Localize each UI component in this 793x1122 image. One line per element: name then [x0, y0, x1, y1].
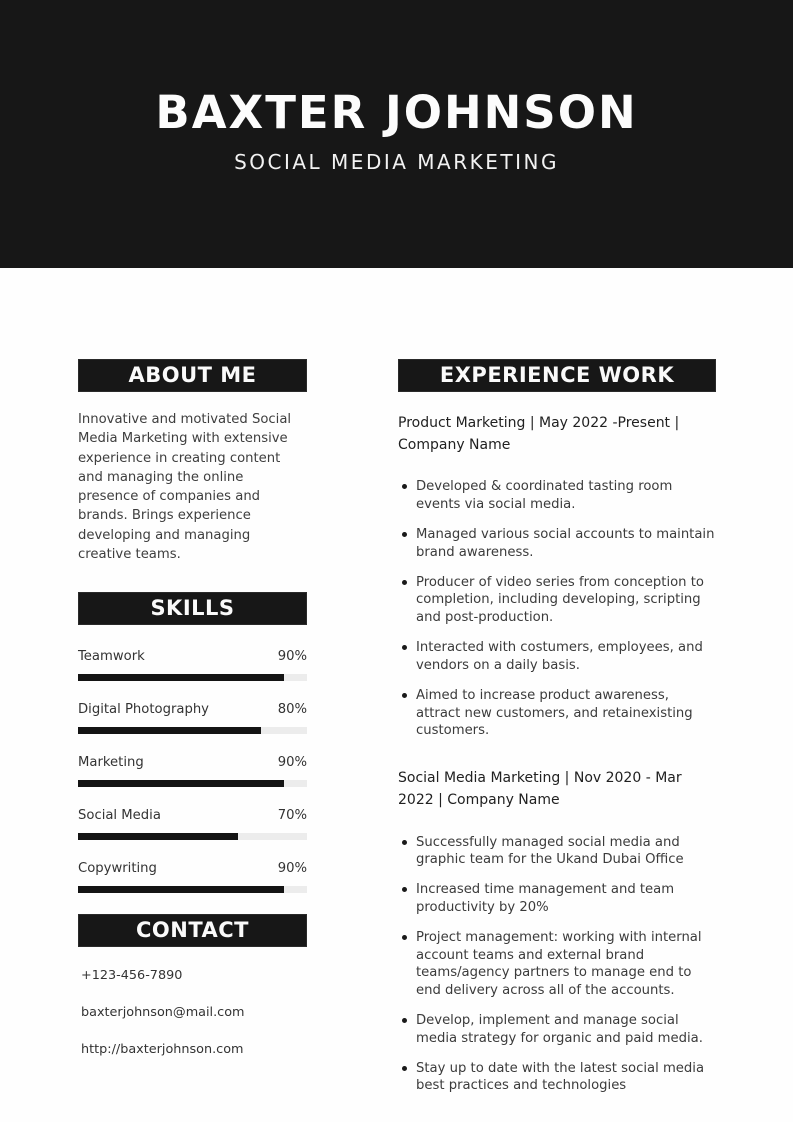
person-name: BAXTER JOHNSON [155, 86, 638, 139]
bullet-text: Increased time management and team productivity by 20% [416, 882, 675, 915]
job-bullet-list [398, 478, 716, 740]
skill-item [78, 649, 307, 681]
skill-bar-fill [78, 780, 284, 787]
skill-item [78, 702, 307, 734]
job-bullet [398, 1060, 716, 1096]
about-text: Innovative and motivated Social Media Marketing with extensive experience in creating content and managing the online presence of companies and brands. Brings experience developing and managing creative teams. [78, 412, 292, 562]
contact-list [78, 968, 307, 1058]
bullet-text: Stay up to date with the latest social media best practices and technologies [416, 1060, 705, 1094]
skill-bar-track [78, 833, 307, 840]
job-bullet [398, 834, 716, 870]
skill-row [78, 808, 307, 823]
skill-percent: 80% [277, 702, 307, 718]
bullet-text: Aimed to increase product awareness, attract new customers, and retainexisting customers. [416, 687, 693, 739]
job-bullet [398, 639, 716, 675]
person-title: SOCIAL MEDIA MARKETING [234, 149, 559, 174]
bullet-dot-icon [402, 645, 407, 650]
bullet-text: Develop, implement and manage social media strategy for organic and paid media. [416, 1013, 703, 1046]
bullet-text: Interacted with costumers, employees, and vendors on a daily basis. [416, 640, 703, 673]
skill-label: Digital Photography [78, 702, 209, 718]
contact-item: http://baxterjohnson.com [81, 1042, 244, 1058]
skill-percent: 70% [277, 808, 307, 824]
skill-row [78, 702, 307, 717]
skill-row [78, 649, 307, 664]
job-bullet [398, 881, 716, 917]
job-bullet-list [398, 834, 716, 1096]
bullet-text: Project management: working with internal account teams and external brand teams/agency partners to manage end to end delivery across all of the accounts. [416, 929, 702, 999]
skill-bar-track [78, 674, 307, 681]
skill-row [78, 755, 307, 770]
job-bullet [398, 574, 716, 627]
left-column [78, 359, 307, 1107]
job-title: Social Media Marketing | Nov 2020 - Mar 2022 | Company Name [398, 770, 682, 808]
skill-bar-fill [78, 727, 261, 734]
bullet-dot-icon [402, 935, 407, 940]
bullet-dot-icon [402, 484, 407, 489]
bullet-dot-icon [402, 580, 407, 585]
job-title: Product Marketing | May 2022 -Present | Company Name [398, 415, 680, 453]
experience-section-heading: EXPERIENCE WORK [398, 359, 716, 392]
job-entry [398, 413, 716, 740]
skill-label: Copywriting [78, 861, 157, 877]
skill-bar-track [78, 727, 307, 734]
skill-bar-fill [78, 674, 284, 681]
skill-label: Social Media [78, 808, 161, 824]
contact-section-heading: CONTACT [78, 914, 307, 947]
bullet-dot-icon [402, 532, 407, 537]
job-bullet [398, 687, 716, 740]
skill-row [78, 861, 307, 876]
skill-bar-track [78, 886, 307, 893]
skills-list [78, 649, 307, 893]
job-bullet [398, 1012, 716, 1048]
skill-percent: 90% [277, 861, 307, 877]
bullet-dot-icon [402, 840, 407, 845]
skill-item [78, 861, 307, 893]
bullet-text: Producer of video series from conception to completion, including developing, scripting and post-production. [416, 574, 704, 626]
skill-label: Teamwork [78, 649, 145, 665]
jobs-list [398, 413, 716, 1095]
right-column [398, 359, 716, 1107]
skill-percent: 90% [277, 755, 307, 771]
job-bullet [398, 526, 716, 562]
skills-section-heading: SKILLS [78, 592, 307, 625]
job-bullet [398, 478, 716, 514]
about-section-heading: ABOUT ME [78, 359, 307, 392]
bullet-text: Developed & coordinated tasting room events via social media. [416, 479, 673, 513]
skill-bar-fill [78, 833, 238, 840]
bullet-dot-icon [402, 1018, 407, 1023]
skill-bar-track [78, 780, 307, 787]
skill-bar-fill [78, 886, 284, 893]
bullet-dot-icon [402, 1066, 407, 1071]
content-columns [0, 268, 793, 1107]
contact-item: +123-456-7890 [81, 968, 183, 984]
bullet-dot-icon [402, 693, 407, 698]
header-banner [0, 0, 793, 268]
skill-percent: 90% [277, 649, 307, 665]
skill-item [78, 755, 307, 787]
skill-label: Marketing [78, 755, 144, 771]
bullet-text: Successfully managed social media and graphic team for the Ukand Dubai Office [416, 834, 684, 868]
job-entry [398, 768, 716, 1095]
bullet-text: Managed various social accounts to maintain brand awareness. [416, 527, 715, 560]
bullet-dot-icon [402, 887, 407, 892]
skill-item [78, 808, 307, 840]
job-bullet [398, 929, 716, 1000]
contact-item: baxterjohnson@mail.com [81, 1005, 245, 1021]
